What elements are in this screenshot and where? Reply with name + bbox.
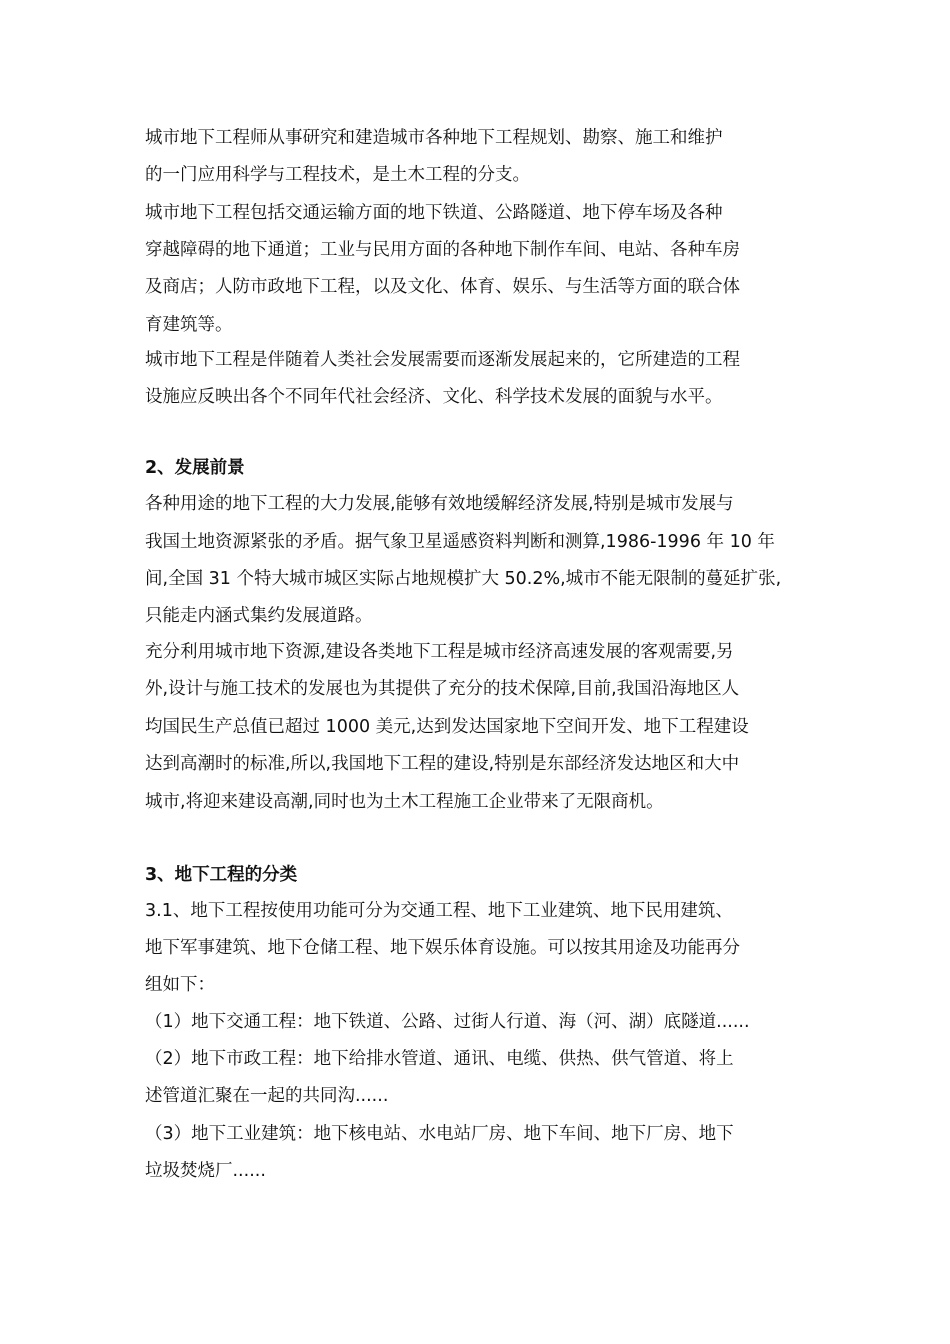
paragraph-line: 育建筑等。 [145, 315, 233, 335]
list-item: （2）地下市政工程：地下给排水管道、通讯、电缆、供热、供气管道、将上 [145, 1049, 734, 1069]
paragraph-line: 间,全国 31 个特大城市城区实际占地规模扩大 50.2%,城市不能无限制的蔓延扩张, [145, 569, 782, 589]
paragraph-line: 及商店；人防市政地下工程，以及文化、体育、娱乐、与生活等方面的联合体 [145, 277, 740, 297]
paragraph-line: 只能走内涵式集约发展道路。 [145, 606, 373, 626]
paragraph-line: 组如下： [145, 975, 215, 995]
list-item: （3）地下工业建筑：地下核电站、水电站厂房、地下车间、地下厂房、地下 [145, 1124, 734, 1144]
section-heading: 2、发展前景 [145, 458, 245, 478]
paragraph-line: 3.1、地下工程按使用功能可分为交通工程、地下工业建筑、地下民用建筑、 [145, 901, 733, 921]
paragraph-line: 穿越障碍的地下通道；工业与民用方面的各种地下制作车间、电站、各种车房 [145, 240, 740, 260]
paragraph-line: 城市地下工程包括交通运输方面的地下铁道、公路隧道、地下停车场及各种 [145, 203, 723, 223]
paragraph-line: 达到高潮时的标准,所以,我国地下工程的建设,特别是东部经济发达地区和大中 [145, 754, 740, 774]
paragraph-line: 各种用途的地下工程的大力发展,能够有效地缓解经济发展,特别是城市发展与 [145, 494, 734, 514]
paragraph-line: 的一门应用科学与工程技术，是土木工程的分支。 [145, 165, 530, 185]
list-item: 述管道汇聚在一起的共同沟...... [145, 1086, 389, 1106]
paragraph-line: 我国土地资源紧张的矛盾。据气象卫星遥感资料判断和测算,1986-1996 年 10 年 [145, 532, 775, 552]
paragraph-line: 地下军事建筑、地下仓储工程、地下娱乐体育设施。可以按其用途及功能再分 [145, 938, 740, 958]
paragraph-line: 城市地下工程师从事研究和建造城市各种地下工程规划、勘察、施工和维护 [145, 128, 723, 148]
paragraph-line: 城市,将迎来建设高潮,同时也为土木工程施工企业带来了无限商机。 [145, 792, 664, 812]
list-item: （1）地下交通工程：地下铁道、公路、过街人行道、海（河、湖）底隧道...... [145, 1012, 750, 1032]
paragraph-line: 均国民生产总值已超过 1000 美元,达到发达国家地下空间开发、地下工程建设 [145, 717, 749, 737]
paragraph-line: 外,设计与施工技术的发展也为其提供了充分的技术保障,目前,我国沿海地区人 [145, 679, 740, 699]
paragraph-line: 充分利用城市地下资源,建设各类地下工程是城市经济高速发展的客观需要,另 [145, 642, 734, 662]
paragraph-line: 城市地下工程是伴随着人类社会发展需要而逐渐发展起来的，它所建造的工程 [145, 350, 740, 370]
list-item: 垃圾焚烧厂...... [145, 1161, 266, 1181]
paragraph-line: 设施应反映出各个不同年代社会经济、文化、科学技术发展的面貌与水平。 [145, 387, 723, 407]
section-heading: 3、地下工程的分类 [145, 865, 298, 885]
